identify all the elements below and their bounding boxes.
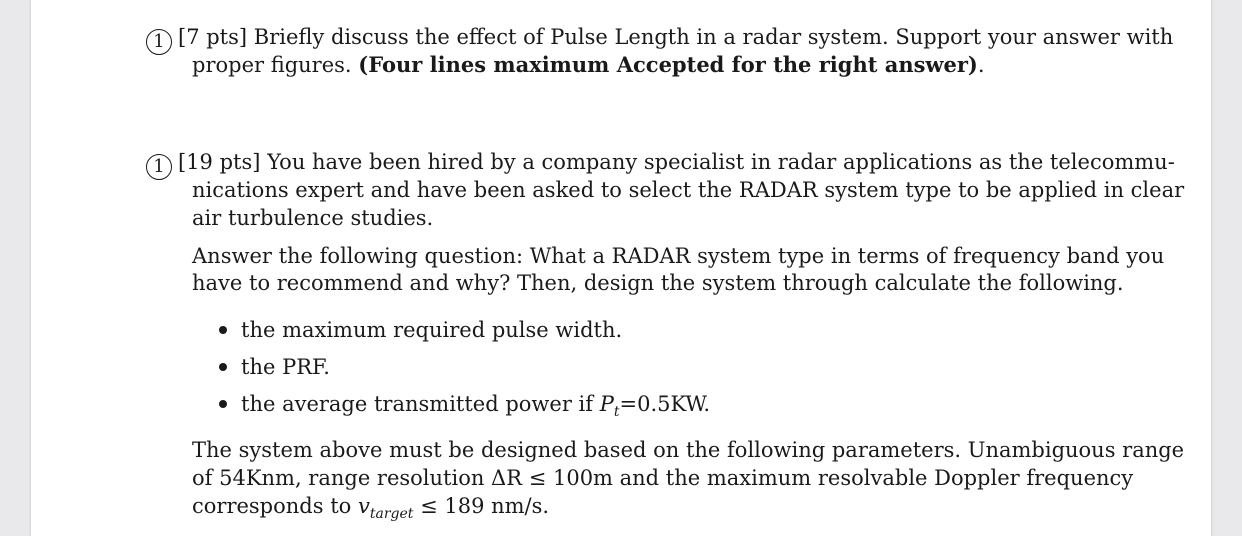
bullet-text: the average transmitted power if	[241, 392, 594, 416]
bullet-icon	[219, 400, 227, 408]
question-2-points: [19 pts]	[178, 150, 261, 174]
document-page	[31, 0, 1211, 536]
question-1-period: .	[977, 53, 985, 77]
list-item	[219, 390, 711, 421]
question-1-bold-note: (Four lines maximum Accepted for the right answer)	[358, 52, 978, 77]
parameters-line-3	[192, 492, 1107, 523]
parameters-line-1	[192, 436, 1185, 464]
question-number-circle: 1	[146, 154, 172, 180]
question-2-text-line-3: air turbulence studies.	[192, 206, 434, 230]
question-1-line-2	[192, 51, 1107, 79]
question-2-line-3	[192, 204, 1107, 232]
parameters-text-line-3: corresponds to	[192, 494, 352, 518]
question-number-circle: 1	[146, 29, 172, 55]
bullet-text: the PRF.	[241, 355, 330, 379]
power-value: =0.5KW.	[619, 392, 711, 416]
list-item	[219, 316, 622, 344]
bullet-text: the maximum required pulse width.	[241, 318, 623, 342]
question-1-text-line-1: Briefly discuss the effect of Pulse Length in a radar system. Support your answer with	[253, 25, 1174, 49]
answer-text-line-2: have to recommend and why? Then, design the system through calculate the following.	[192, 271, 1124, 295]
question-2-text-line-2: nications expert and have been asked to select the RADAR system type to be applied in clear	[192, 178, 1185, 202]
document-body	[31, 0, 1211, 536]
bullet-icon	[219, 363, 227, 371]
question-2-line-2	[192, 176, 1185, 204]
parameters-line-2	[192, 464, 1134, 492]
velocity-limit: ≤ 189 nm/s.	[420, 494, 550, 518]
parameters-text-line-1: The system above must be designed based on the following parameters. Unambiguous range	[192, 438, 1185, 462]
list-item	[219, 353, 330, 381]
question-1-text-line-2: proper figures.	[192, 53, 352, 77]
answer-paragraph-line-1	[192, 242, 1165, 270]
power-subscript: t	[613, 404, 620, 421]
parameters-text-line-2: of 54Knm, range resolution ΔR ≤ 100m and the maximum resolvable Doppler frequency	[192, 466, 1134, 490]
velocity-subscript: target	[369, 506, 414, 523]
velocity-variable: v	[357, 494, 370, 518]
question-2-text-line-1: You have been hired by a company specialist in radar applications as the telecommu-	[267, 150, 1175, 174]
power-variable: P	[599, 392, 614, 416]
answer-paragraph-line-2	[192, 269, 1124, 297]
answer-text-line-1: Answer the following question: What a RADAR system type in terms of frequency band you	[192, 244, 1165, 268]
bullet-icon	[219, 326, 227, 334]
question-1-points: [7 pts]	[178, 25, 248, 49]
